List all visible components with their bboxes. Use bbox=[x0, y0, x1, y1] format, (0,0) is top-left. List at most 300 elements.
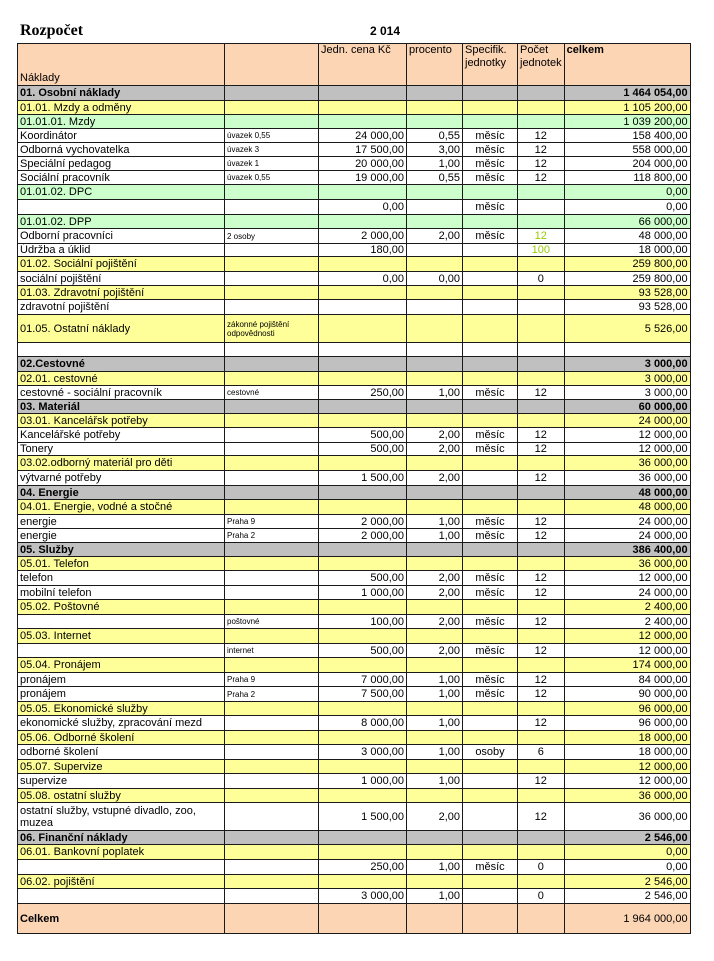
table-row bbox=[18, 529, 691, 543]
cell-price: 8 000,00 bbox=[319, 716, 407, 731]
cell-name: 02.01. cestovné bbox=[18, 372, 225, 386]
cell-unit: měsíc bbox=[463, 586, 518, 600]
table-row bbox=[18, 272, 691, 286]
cell-total: 36 000,00 bbox=[564, 471, 690, 486]
cell-count: 12 bbox=[518, 471, 565, 486]
cell-total: 12 000,00 bbox=[564, 644, 690, 658]
cell-price bbox=[319, 315, 407, 343]
cell-percent: 2,00 bbox=[407, 644, 463, 658]
table-row bbox=[18, 586, 691, 600]
cell-name: Údržba a úklid bbox=[18, 244, 225, 257]
cell-count bbox=[518, 629, 565, 644]
cell-name: 01. Osobní náklady bbox=[18, 86, 225, 101]
cell-percent bbox=[407, 760, 463, 774]
cell-price: 180,00 bbox=[319, 244, 407, 257]
cell-total: 3 000,00 bbox=[564, 357, 690, 372]
table-row bbox=[18, 500, 691, 515]
cell-unit bbox=[463, 875, 518, 889]
cell-price bbox=[319, 789, 407, 803]
cell-percent bbox=[407, 115, 463, 129]
cell-count: 12 bbox=[518, 716, 565, 731]
cell-percent bbox=[407, 658, 463, 673]
cell-count bbox=[518, 300, 565, 315]
table-row bbox=[18, 343, 691, 357]
table-row bbox=[18, 716, 691, 731]
cell-unit bbox=[463, 845, 518, 860]
header-label: Náklady bbox=[18, 44, 225, 86]
cell-percent bbox=[407, 414, 463, 428]
cell-percent bbox=[407, 372, 463, 386]
cell-total: 90 000,00 bbox=[564, 687, 690, 702]
cell-note bbox=[225, 760, 319, 774]
cell-unit: měsíc bbox=[463, 615, 518, 629]
cell-note: poštovné bbox=[225, 615, 319, 629]
cell-percent: 1,00 bbox=[407, 529, 463, 543]
cell-percent bbox=[407, 543, 463, 557]
cell-note bbox=[225, 300, 319, 315]
cell-total: 48 000,00 bbox=[564, 229, 690, 244]
cell-price bbox=[319, 115, 407, 129]
cell-name: Odborní pracovníci bbox=[18, 229, 225, 244]
cell-note bbox=[225, 658, 319, 673]
table-row bbox=[18, 386, 691, 400]
cell-unit bbox=[463, 731, 518, 745]
cell-percent: 1,00 bbox=[407, 745, 463, 760]
header-count: Počet jednotek bbox=[518, 44, 565, 86]
cell-total: 174 000,00 bbox=[564, 658, 690, 673]
cell-name: 01.03. Zdravotní pojištění bbox=[18, 286, 225, 300]
cell-count bbox=[518, 286, 565, 300]
cell-unit: měsíc bbox=[463, 386, 518, 400]
cell-name: ostatní služby, vstupné divadlo, zoo, muzea bbox=[18, 803, 225, 831]
cell-name: 06.02. pojištění bbox=[18, 875, 225, 889]
cell-unit bbox=[463, 357, 518, 372]
cell-total: 12 000,00 bbox=[564, 760, 690, 774]
cell-count bbox=[518, 343, 565, 357]
cell-note: 2 osoby bbox=[225, 229, 319, 244]
cell-count: 12 bbox=[518, 774, 565, 789]
cell-total: 36 000,00 bbox=[564, 789, 690, 803]
cell-total bbox=[564, 343, 690, 357]
cell-price: 500,00 bbox=[319, 571, 407, 586]
cell-percent bbox=[407, 500, 463, 515]
table-row bbox=[18, 875, 691, 889]
table-row bbox=[18, 101, 691, 115]
cell-unit bbox=[463, 486, 518, 500]
table-row bbox=[18, 300, 691, 315]
cell-note: Praha 2 bbox=[225, 687, 319, 702]
cell-unit: měsíc bbox=[463, 428, 518, 443]
header-note bbox=[225, 44, 319, 86]
cell-name bbox=[18, 860, 225, 875]
header-percent: procento bbox=[407, 44, 463, 86]
cell-count bbox=[518, 185, 565, 200]
cell-note bbox=[225, 101, 319, 115]
cell-unit: měsíc bbox=[463, 860, 518, 875]
cell-price bbox=[319, 286, 407, 300]
cell-name: Koordinátor bbox=[18, 129, 225, 143]
cell-percent bbox=[407, 557, 463, 571]
cell-note bbox=[225, 904, 319, 934]
cell-percent bbox=[407, 244, 463, 257]
cell-note bbox=[225, 557, 319, 571]
cell-price: 500,00 bbox=[319, 644, 407, 658]
cell-percent bbox=[407, 789, 463, 803]
table-row bbox=[18, 471, 691, 486]
cell-name: 05.06. Odborné školení bbox=[18, 731, 225, 745]
cell-percent: 2,00 bbox=[407, 586, 463, 600]
table-row bbox=[18, 658, 691, 673]
cell-note bbox=[225, 372, 319, 386]
cell-count: 12 bbox=[518, 229, 565, 244]
cell-unit bbox=[463, 774, 518, 789]
cell-name: 05.03. Internet bbox=[18, 629, 225, 644]
cell-price bbox=[319, 904, 407, 934]
cell-total: 48 000,00 bbox=[564, 500, 690, 515]
cell-price: 100,00 bbox=[319, 615, 407, 629]
cell-percent bbox=[407, 286, 463, 300]
cell-unit bbox=[463, 543, 518, 557]
cell-count bbox=[518, 257, 565, 272]
cell-total: 96 000,00 bbox=[564, 702, 690, 716]
cell-name: 06. Finanční náklady bbox=[18, 831, 225, 845]
cell-note bbox=[225, 831, 319, 845]
cell-percent bbox=[407, 300, 463, 315]
cell-note: úvazek 1 bbox=[225, 157, 319, 171]
cell-name: pronájem bbox=[18, 673, 225, 687]
cell-name: 05.04. Pronájem bbox=[18, 658, 225, 673]
cell-price: 500,00 bbox=[319, 428, 407, 443]
cell-price: 2 000,00 bbox=[319, 515, 407, 529]
cell-count: 12 bbox=[518, 515, 565, 529]
cell-unit bbox=[463, 414, 518, 428]
cell-total: 5 526,00 bbox=[564, 315, 690, 343]
cell-unit bbox=[463, 86, 518, 101]
cell-name: 01.01.01. Mzdy bbox=[18, 115, 225, 129]
cell-unit bbox=[463, 315, 518, 343]
cell-unit bbox=[463, 257, 518, 272]
cell-count: 12 bbox=[518, 157, 565, 171]
header-price: Jedn. cena Kč bbox=[319, 44, 407, 86]
cell-unit bbox=[463, 300, 518, 315]
cell-count bbox=[518, 115, 565, 129]
cell-price: 3 000,00 bbox=[319, 889, 407, 904]
cell-price: 17 500,00 bbox=[319, 143, 407, 157]
cell-unit bbox=[463, 716, 518, 731]
cell-name: energie bbox=[18, 529, 225, 543]
cell-unit: měsíc bbox=[463, 673, 518, 687]
cell-name: energie bbox=[18, 515, 225, 529]
table-row bbox=[18, 904, 691, 934]
cell-price bbox=[319, 831, 407, 845]
cell-percent: 2,00 bbox=[407, 428, 463, 443]
cell-unit: měsíc bbox=[463, 687, 518, 702]
cell-percent bbox=[407, 904, 463, 934]
cell-unit bbox=[463, 500, 518, 515]
header-total: celkem bbox=[564, 44, 690, 86]
cell-count: 6 bbox=[518, 745, 565, 760]
cell-unit: měsíc bbox=[463, 229, 518, 244]
cell-price bbox=[319, 185, 407, 200]
cell-note: úvazek 0,55 bbox=[225, 129, 319, 143]
table-row bbox=[18, 687, 691, 702]
table-row bbox=[18, 515, 691, 529]
cell-note: Praha 9 bbox=[225, 673, 319, 687]
table-row bbox=[18, 571, 691, 586]
cell-note bbox=[225, 774, 319, 789]
cell-count: 12 bbox=[518, 571, 565, 586]
cell-price bbox=[319, 414, 407, 428]
cell-price bbox=[319, 760, 407, 774]
cell-count: 12 bbox=[518, 443, 565, 456]
cell-percent bbox=[407, 845, 463, 860]
table-row bbox=[18, 543, 691, 557]
cell-unit: měsíc bbox=[463, 129, 518, 143]
cell-note bbox=[225, 443, 319, 456]
cell-total: 2 546,00 bbox=[564, 831, 690, 845]
cell-count bbox=[518, 875, 565, 889]
table-row bbox=[18, 200, 691, 215]
cell-unit: měsíc bbox=[463, 143, 518, 157]
cell-note bbox=[225, 789, 319, 803]
cell-count: 12 bbox=[518, 803, 565, 831]
cell-name: 05.02. Poštovné bbox=[18, 600, 225, 615]
cell-unit bbox=[463, 372, 518, 386]
cell-count bbox=[518, 845, 565, 860]
cell-name: 01.01. Mzdy a odměny bbox=[18, 101, 225, 115]
table-row bbox=[18, 803, 691, 831]
cell-percent: 1,00 bbox=[407, 673, 463, 687]
cell-price: 1 500,00 bbox=[319, 471, 407, 486]
cell-count bbox=[518, 315, 565, 343]
table-row bbox=[18, 486, 691, 500]
cell-unit: osoby bbox=[463, 745, 518, 760]
cell-count: 12 bbox=[518, 644, 565, 658]
cell-note bbox=[225, 731, 319, 745]
cell-price: 0,00 bbox=[319, 200, 407, 215]
cell-percent bbox=[407, 315, 463, 343]
cell-name: 01.02. Sociální pojištění bbox=[18, 257, 225, 272]
cell-percent bbox=[407, 629, 463, 644]
cell-unit bbox=[463, 702, 518, 716]
cell-unit bbox=[463, 831, 518, 845]
cell-note bbox=[225, 244, 319, 257]
cell-count bbox=[518, 400, 565, 414]
cell-total: 158 400,00 bbox=[564, 129, 690, 143]
cell-count bbox=[518, 789, 565, 803]
cell-note bbox=[225, 543, 319, 557]
cell-name: zdravotní pojištění bbox=[18, 300, 225, 315]
cell-percent bbox=[407, 731, 463, 745]
cell-total: 2 546,00 bbox=[564, 889, 690, 904]
cell-percent: 1,00 bbox=[407, 687, 463, 702]
cell-percent bbox=[407, 831, 463, 845]
cell-name bbox=[18, 644, 225, 658]
cell-count: 12 bbox=[518, 673, 565, 687]
cell-percent bbox=[407, 343, 463, 357]
cell-total: 118 800,00 bbox=[564, 171, 690, 185]
cell-total: 558 000,00 bbox=[564, 143, 690, 157]
cell-note bbox=[225, 716, 319, 731]
cell-count bbox=[518, 456, 565, 471]
cell-name: ekonomické služby, zpracování mezd bbox=[18, 716, 225, 731]
cell-price: 1 000,00 bbox=[319, 774, 407, 789]
table-row bbox=[18, 889, 691, 904]
cell-name: 01.05. Ostatní náklady bbox=[18, 315, 225, 343]
cell-price: 2 000,00 bbox=[319, 229, 407, 244]
cell-note bbox=[225, 185, 319, 200]
cell-percent: 1,00 bbox=[407, 716, 463, 731]
cell-unit bbox=[463, 789, 518, 803]
cell-price: 19 000,00 bbox=[319, 171, 407, 185]
cell-total: 12 000,00 bbox=[564, 629, 690, 644]
cell-percent: 2,00 bbox=[407, 803, 463, 831]
cell-price: 0,00 bbox=[319, 272, 407, 286]
cell-total: 18 000,00 bbox=[564, 731, 690, 745]
cell-price: 24 000,00 bbox=[319, 129, 407, 143]
cell-name: 04.01. Energie, vodné a stočné bbox=[18, 500, 225, 515]
cell-price: 3 000,00 bbox=[319, 745, 407, 760]
cell-name: sociální pojištění bbox=[18, 272, 225, 286]
cell-total: 0,00 bbox=[564, 200, 690, 215]
table-row bbox=[18, 845, 691, 860]
cell-price bbox=[319, 257, 407, 272]
cell-note bbox=[225, 86, 319, 101]
cell-unit bbox=[463, 115, 518, 129]
cell-count: 12 bbox=[518, 687, 565, 702]
table-row bbox=[18, 229, 691, 244]
cell-count: 12 bbox=[518, 586, 565, 600]
cell-note bbox=[225, 471, 319, 486]
cell-total: 96 000,00 bbox=[564, 716, 690, 731]
cell-unit bbox=[463, 215, 518, 229]
cell-count bbox=[518, 760, 565, 774]
cell-total: 24 000,00 bbox=[564, 414, 690, 428]
table-row bbox=[18, 185, 691, 200]
header-unit: Specifik. jednotky bbox=[463, 44, 518, 86]
cell-unit: měsíc bbox=[463, 443, 518, 456]
cell-count bbox=[518, 414, 565, 428]
cell-count: 12 bbox=[518, 143, 565, 157]
table-row bbox=[18, 731, 691, 745]
cell-total: 1 039 200,00 bbox=[564, 115, 690, 129]
table-row bbox=[18, 860, 691, 875]
cell-total: 66 000,00 bbox=[564, 215, 690, 229]
cell-note bbox=[225, 428, 319, 443]
cell-price: 250,00 bbox=[319, 860, 407, 875]
cell-total: 24 000,00 bbox=[564, 586, 690, 600]
cell-total: 2 400,00 bbox=[564, 600, 690, 615]
cell-total: 84 000,00 bbox=[564, 673, 690, 687]
cell-unit bbox=[463, 471, 518, 486]
cell-count bbox=[518, 357, 565, 372]
cell-price bbox=[319, 600, 407, 615]
cell-note: Praha 2 bbox=[225, 529, 319, 543]
cell-unit bbox=[463, 658, 518, 673]
cell-percent: 3,00 bbox=[407, 143, 463, 157]
cell-total: 3 000,00 bbox=[564, 372, 690, 386]
table-row bbox=[18, 443, 691, 456]
table-row bbox=[18, 428, 691, 443]
cell-total: 1 964 000,00 bbox=[564, 904, 690, 934]
cell-price: 7 500,00 bbox=[319, 687, 407, 702]
cell-total: 204 000,00 bbox=[564, 157, 690, 171]
cell-note: Praha 9 bbox=[225, 515, 319, 529]
cell-count: 0 bbox=[518, 889, 565, 904]
table-row bbox=[18, 400, 691, 414]
cell-count bbox=[518, 658, 565, 673]
cell-unit bbox=[463, 343, 518, 357]
cell-name: 01.01.02. DPP bbox=[18, 215, 225, 229]
cell-price: 250,00 bbox=[319, 386, 407, 400]
cell-percent: 2,00 bbox=[407, 443, 463, 456]
cell-name: 05.05. Ekonomické služby bbox=[18, 702, 225, 716]
cell-price bbox=[319, 702, 407, 716]
cell-note bbox=[225, 357, 319, 372]
table-row bbox=[18, 157, 691, 171]
table-row bbox=[18, 315, 691, 343]
cell-price: 1 500,00 bbox=[319, 803, 407, 831]
table-row bbox=[18, 372, 691, 386]
cell-unit bbox=[463, 400, 518, 414]
cell-price: 20 000,00 bbox=[319, 157, 407, 171]
cell-name: Kancelářské potřeby bbox=[18, 428, 225, 443]
cell-unit: měsíc bbox=[463, 515, 518, 529]
cell-percent bbox=[407, 200, 463, 215]
cell-count bbox=[518, 215, 565, 229]
budget-table bbox=[17, 43, 691, 934]
cell-price bbox=[319, 875, 407, 889]
cell-unit: měsíc bbox=[463, 171, 518, 185]
cell-price bbox=[319, 557, 407, 571]
cell-price bbox=[319, 101, 407, 115]
cell-name: 04. Energie bbox=[18, 486, 225, 500]
cell-note bbox=[225, 875, 319, 889]
cell-count: 12 bbox=[518, 615, 565, 629]
cell-count bbox=[518, 101, 565, 115]
table-row bbox=[18, 257, 691, 272]
cell-price bbox=[319, 658, 407, 673]
cell-percent: 0,55 bbox=[407, 171, 463, 185]
cell-count bbox=[518, 831, 565, 845]
document-title: Rozpočet bbox=[20, 22, 84, 39]
table-row bbox=[18, 789, 691, 803]
cell-total: 0,00 bbox=[564, 860, 690, 875]
cell-count: 12 bbox=[518, 129, 565, 143]
table-row bbox=[18, 745, 691, 760]
cell-percent bbox=[407, 185, 463, 200]
cell-note bbox=[225, 286, 319, 300]
table-row bbox=[18, 171, 691, 185]
cell-price bbox=[319, 543, 407, 557]
cell-count bbox=[518, 372, 565, 386]
cell-note bbox=[225, 571, 319, 586]
cell-unit bbox=[463, 272, 518, 286]
cell-name: Odborná vychovatelka bbox=[18, 143, 225, 157]
cell-name: Speciální pedagog bbox=[18, 157, 225, 171]
cell-count bbox=[518, 731, 565, 745]
cell-total: 12 000,00 bbox=[564, 774, 690, 789]
cell-total: 12 000,00 bbox=[564, 571, 690, 586]
cell-note: internet bbox=[225, 644, 319, 658]
cell-unit bbox=[463, 760, 518, 774]
table-row bbox=[18, 414, 691, 428]
cell-note bbox=[225, 456, 319, 471]
cell-total: 36 000,00 bbox=[564, 803, 690, 831]
cell-unit bbox=[463, 904, 518, 934]
cell-unit bbox=[463, 101, 518, 115]
cell-name: 06.01. Bankovní poplatek bbox=[18, 845, 225, 860]
